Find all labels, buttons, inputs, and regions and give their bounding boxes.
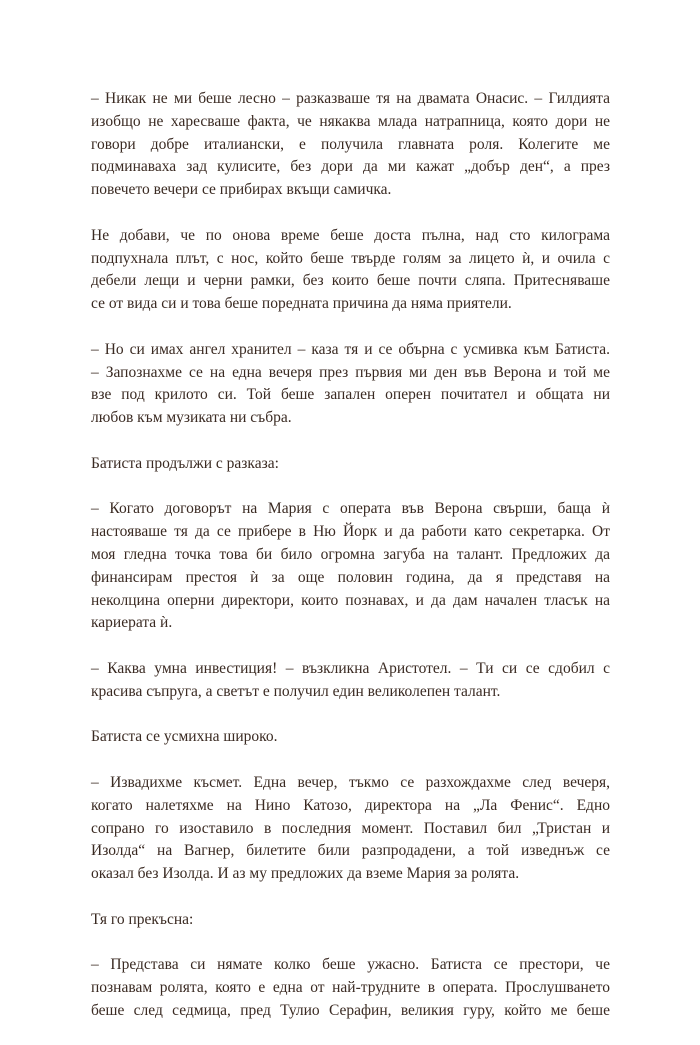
text-line: говори добре италиански, е получила главната роля. Колегите ме [91, 135, 610, 153]
text-line: познавам ролята, която е една от най-трудните в операта. Прослушването [91, 979, 610, 997]
text-line: Батиста се усмихна широко. [91, 728, 278, 746]
text-line: беше след седмица, пред Тулио Серафин, великия гуру, който ме беше [91, 1001, 610, 1019]
paragraph [91, 88, 610, 202]
text-line: – Извадихме късмет. Една вечер, тъкмо се разхождахме след вечеря, [91, 773, 610, 791]
text-line: моя гледна точка това би било огромна загуба на талант. Предложих да [91, 545, 610, 563]
paragraph [91, 954, 610, 1022]
page-text [91, 88, 610, 1045]
paragraph [91, 909, 610, 932]
text-line: – Каква умна инвестиция! – възкликна Аристотел. – Ти си се сдобил с [91, 659, 610, 677]
text-line: Изолда“ на Вагнер, билетите били разпродадени, а той изведнъж се [91, 842, 610, 860]
text-line: подминаваха зад кулисите, без дори да ми кажат „добър ден“, а през [91, 158, 610, 176]
text-line: красива съпруга, а светът е получил един великолепен талант. [91, 682, 501, 700]
text-line: Тя го прекъсна: [91, 910, 194, 928]
text-line: – Но си имах ангел хранител – каза тя и се обърна с усмивка към Батиста. [91, 340, 610, 358]
text-line: финансирам престоя ѝ за още половин година, да я представя на [91, 568, 610, 586]
text-line: Батиста продължи с разказа: [91, 454, 279, 472]
text-line: сопрано го изоставило в последния момент. Поставил бил „Тристан и [91, 819, 610, 837]
text-line: оказал без Изолда. И аз му предложих да вземе Мария за ролята. [91, 865, 520, 883]
paragraph [91, 658, 610, 704]
paragraph [91, 453, 610, 476]
paragraph [91, 498, 610, 635]
text-line: взе под крилото си. Той беше запален оперен почитател и общата ни [91, 386, 610, 404]
text-line: – Никак не ми беше лесно – разказваше тя на двамата Онасис. – Гилдията [91, 90, 610, 107]
paragraph [91, 726, 610, 749]
text-line: изобщо не харесваше факта, че някаква млада натрапница, която дори не [91, 112, 610, 130]
text-line: повечето вечери се прибирах вкъщи самичка. [91, 181, 392, 199]
text-line: – Когато договорът на Мария с операта във Верона свърши, баща ѝ [91, 500, 610, 518]
text-line: любов към музиката ни събра. [91, 409, 292, 427]
text-line: настояваше тя да се прибере в Ню Йорк и да работи като секретарка. От [91, 523, 610, 541]
text-line: подпухнала плът, с нос, който беше твърде голям за лицето ѝ, и очила с [91, 249, 610, 267]
text-line: кариерата ѝ. [91, 614, 173, 632]
paragraph [91, 225, 610, 316]
text-line: – Запознахме се на една вечеря през първия ми ден във Верона и той ме [91, 363, 610, 381]
text-line: се от вида си и това беше поредната причина да няма приятели. [91, 295, 512, 313]
text-line: – Представа си нямате колко беше ужасно. Батиста се престори, че [91, 956, 610, 974]
text-line: дебели лещи и черни рамки, без които беше почти сляпа. Притесняваше [91, 272, 610, 290]
paragraph [91, 339, 610, 430]
text-line: Не добави, че по онова време беше доста пълна, над сто килограма [91, 226, 610, 244]
paragraph [91, 772, 610, 886]
text-line: когато налетяхме на Нино Катозо, директора на „Ла Фенис“. Едно [91, 796, 610, 814]
text-line: неколцина оперни директори, които познавах, и да дам начален тласък на [91, 591, 610, 609]
